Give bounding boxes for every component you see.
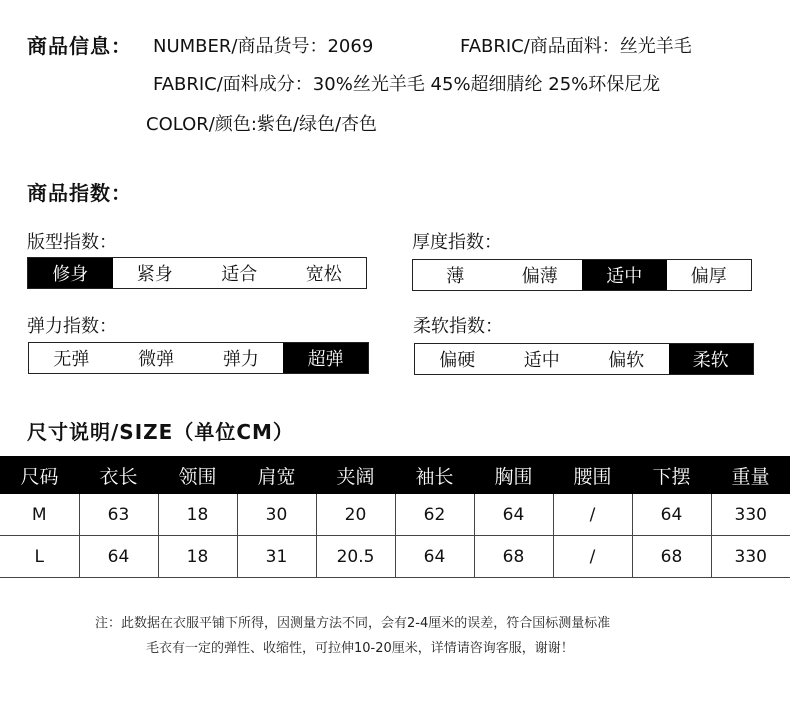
thickness-index-scale: [412, 259, 752, 291]
table-cell: 31: [237, 536, 316, 578]
fit-option: 修身: [28, 258, 113, 288]
softness-option: 偏硬: [439, 350, 476, 371]
table-cell: /: [553, 494, 632, 536]
table-cell: 62: [395, 494, 474, 536]
table-cell: 18: [158, 536, 237, 578]
softness-option: 适中: [523, 350, 560, 371]
table-cell: 20: [316, 494, 395, 536]
fabric-composition: FABRIC/面料成分：30%丝光羊毛 45%超细腈纶 25%环保尼龙: [153, 74, 661, 95]
table-cell: /: [553, 536, 632, 578]
thickness-option: 偏厚: [690, 266, 727, 287]
elasticity-option: 弹力: [222, 349, 259, 370]
column-header: 下摆: [632, 456, 711, 494]
table-cell: 330: [711, 494, 790, 536]
table-cell: M: [0, 494, 79, 536]
fit-option: 紧身: [136, 264, 173, 285]
softness-option: 柔软: [669, 344, 754, 374]
table-cell: 18: [158, 494, 237, 536]
column-header: 夹阔: [316, 456, 395, 494]
fit-index-scale: [27, 257, 367, 289]
column-header: 尺码: [0, 456, 79, 494]
table-cell: 64: [79, 536, 158, 578]
measurement-note: 注：此数据在衣服平铺下所得，因测量方法不同，会有2-4厘米的误差，符合国标测量标准: [95, 616, 611, 631]
column-header: 重量: [711, 456, 790, 494]
elasticity-option: 超弹: [283, 343, 368, 373]
table-cell: 64: [395, 536, 474, 578]
elasticity-option: 微弹: [138, 349, 175, 370]
size-table-header-row: [0, 456, 790, 494]
size-heading: 尺寸说明/SIZE（单位CM）: [27, 420, 294, 444]
product-info-heading: 商品信息：: [27, 34, 132, 58]
column-header: 衣长: [79, 456, 158, 494]
softness-option: 偏软: [608, 350, 645, 371]
table-row: [0, 536, 790, 578]
thickness-option: 适中: [582, 260, 667, 290]
table-cell: 64: [474, 494, 553, 536]
table-row: [0, 494, 790, 536]
table-cell: 30: [237, 494, 316, 536]
column-header: 袖长: [395, 456, 474, 494]
thickness-index-label: 厚度指数：: [412, 232, 502, 253]
fit-index-label: 版型指数：: [27, 232, 117, 253]
column-header: 领围: [158, 456, 237, 494]
fit-option: 适合: [221, 264, 258, 285]
elasticity-option: 无弹: [53, 349, 90, 370]
column-header: 胸围: [474, 456, 553, 494]
product-fabric: FABRIC/商品面料：丝光羊毛: [460, 36, 692, 57]
column-header: 腰围: [553, 456, 632, 494]
fit-option: 宽松: [305, 264, 342, 285]
table-cell: 20.5: [316, 536, 395, 578]
thickness-option: 偏薄: [521, 266, 558, 287]
elasticity-index-label: 弹力指数：: [27, 316, 117, 337]
product-colors: COLOR/颜色:紫色/绿色/杏色: [146, 114, 378, 135]
product-index-heading: 商品指数：: [27, 181, 132, 205]
column-header: 肩宽: [237, 456, 316, 494]
product-number: NUMBER/商品货号：2069: [153, 36, 374, 57]
table-cell: 68: [474, 536, 553, 578]
table-cell: 330: [711, 536, 790, 578]
table-cell: 68: [632, 536, 711, 578]
softness-index-scale: [414, 343, 754, 375]
thickness-option: 薄: [446, 266, 465, 287]
table-cell: L: [0, 536, 79, 578]
table-cell: 63: [79, 494, 158, 536]
table-cell: 64: [632, 494, 711, 536]
elasticity-index-scale: [28, 342, 369, 374]
size-table: [0, 456, 790, 578]
elasticity-note: 毛衣有一定的弹性、收缩性，可拉伸10-20厘米，详情请咨询客服，谢谢！: [146, 641, 574, 656]
softness-index-label: 柔软指数：: [413, 316, 503, 337]
